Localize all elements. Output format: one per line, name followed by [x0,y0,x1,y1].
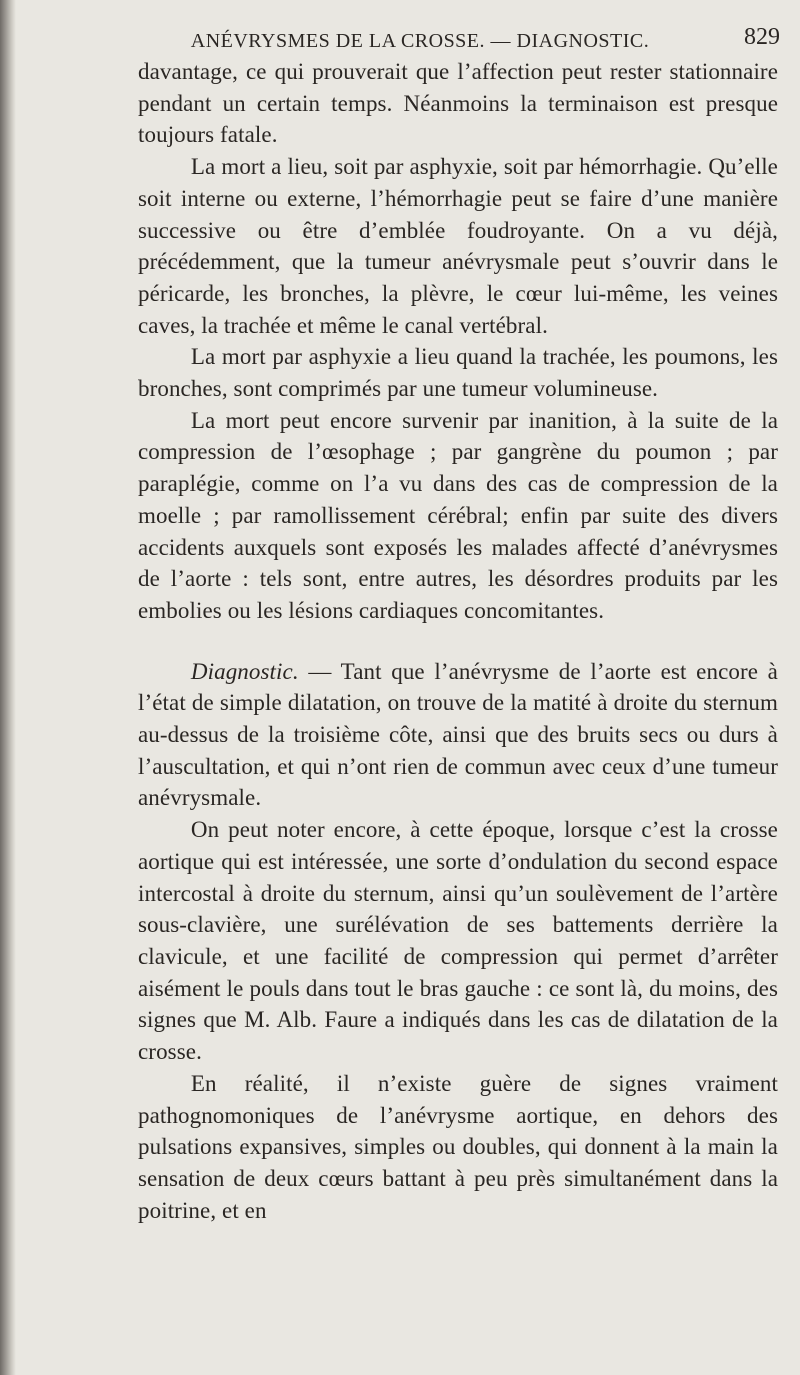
paragraph-inanition: La mort peut encore survenir par inanition, à la suite de la compression de l’œsophage ; par gangrène du poumon ; par paraplégie, comme on l’a vu dans des cas de compression de la moelle ; par ramollissement cérébral; enfin par suite des divers accidents auxquels sont exposés les malades affecté d’anévrysmes de l’aorte : tels sont, entre autres, les désordres produits par les embolies ou les lésions cardiaques concomitantes. [138,407,778,623]
page-number: 829 [744,24,780,50]
diagnostic-lead-text: — Tant que l’anévrysme de l’aorte est encore à l’état de simple dilatation, on trouve de la matité à droite du sternum au-dessus de la troisième côte, ainsi que des bruits secs ou durs à l’auscultation, et qui n’ont rien de commun avec ceux d’une tumeur anévrysmale. [138,658,778,811]
book-gutter-shadow [0,0,16,1375]
book-page [130,0,780,1375]
paragraph-diagnostic [138,656,778,815]
paragraph-asphyxie: La mort par asphyxie a lieu quand la trachée, les poumons, les bronches, sont comprimés par une tumeur volumineuse. [138,344,778,402]
paragraph-crosse-aortique: On peut noter encore, à cette époque, lorsque c’est la crosse aortique qui est intéressée, une sorte d’ondulation du second espace intercostal à droite du sternum, ainsi qu’un soulèvement de l’artère sous-clavière, une surélévation de ses battements derrière la clavicule, et une facilité de compression qui permet d’arrêter aisément le pouls dans tout le bras gauche : ce sont là, du moins, des signes que M. Alb. Faure a indiqués dans les cas de dilatation de la crosse. [138,817,778,1065]
page-header [130,22,780,56]
paragraph-continuation: davantage, ce qui prouverait que l’affection peut rester stationnaire pendant un certain temps. Néanmoins la terminaison est presque toujours fatale. [138,59,778,148]
paragraph-mort-causes: La mort a lieu, soit par asphyxie, soit par hémorrhagie. Qu’elle soit interne ou externe, l’hémorrhagie peut se faire d’une manière successive ou être d’emblée foudroyante. On a vu déjà, précédemment, que la tumeur anévrysmale peut s’ouvrir dans le péricarde, les bronches, la plèvre, le cœur lui-même, les veines caves, la trachée et même le canal vertébral. [138,154,778,338]
body-text [138,56,778,1226]
paragraph-signes-pathognomoniques: En réalité, il n’existe guère de signes vraiment pathognomoniques de l’anévrysme aortique, en dehors des pulsations expansives, simples ou doubles, qui donnent à la main la sensation de deux cœurs battant à peu près simultanément dans la poitrine, et en [138,1070,778,1223]
section-heading-diagnostic: Diagnostic. [190,658,299,684]
running-head: ANÉVRYSMES DE LA CROSSE. — DIAGNOSTIC. [190,30,650,52]
